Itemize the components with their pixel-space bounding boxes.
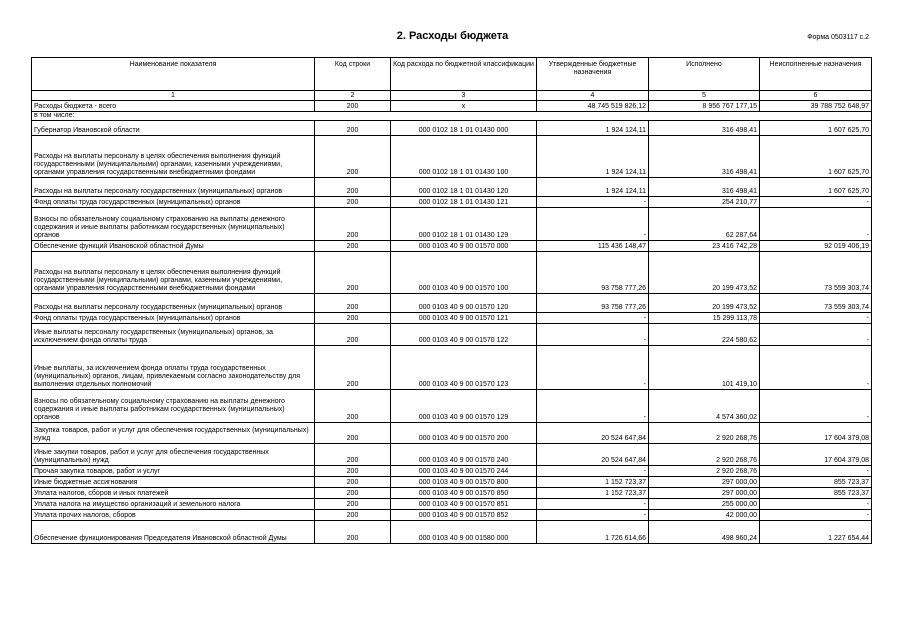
row-unexecuted: 855 723,37 (760, 488, 872, 499)
row-executed: 4 574 360,02 (649, 390, 760, 423)
row-executed: 20 199 473,52 (649, 294, 760, 313)
row-executed: 254 210,77 (649, 197, 760, 208)
row-executed: 23 416 742,28 (649, 241, 760, 252)
row-approved: - (537, 466, 649, 477)
row-kbk: 000 0102 18 1 01 01430 100 (391, 136, 537, 178)
row-code: 200 (315, 136, 391, 178)
row-code: 200 (315, 178, 391, 197)
row-executed: 8 956 767 177,15 (649, 101, 760, 112)
column-header: Неисполненные назначения (760, 58, 872, 91)
row-unexecuted: - (760, 346, 872, 390)
row-unexecuted: 73 559 303,74 (760, 252, 872, 294)
row-kbk: 000 0103 40 9 00 01570 000 (391, 241, 537, 252)
row-code: 200 (315, 466, 391, 477)
row-approved: 20 524 647,84 (537, 444, 649, 466)
column-number: 1 (32, 91, 315, 101)
table-row (32, 488, 872, 499)
empty-cell (760, 112, 872, 121)
table-row (32, 499, 872, 510)
table-row (32, 324, 872, 346)
form-number: Форма 0503117 с.2 (807, 34, 869, 41)
row-executed: 2 920 268,76 (649, 466, 760, 477)
row-unexecuted: - (760, 313, 872, 324)
row-name: Иные закупки товаров, работ и услуг для обеспечения государственных (муниципальных) нужд (32, 444, 315, 466)
table-row (32, 178, 872, 197)
row-executed: 2 920 268,76 (649, 423, 760, 444)
row-approved: 1 152 723,37 (537, 477, 649, 488)
subheader-label: в том числе: (32, 112, 315, 121)
table-row (32, 136, 872, 178)
row-kbk: 000 0103 40 9 00 01580 000 (391, 521, 537, 544)
table-row (32, 294, 872, 313)
table-row (32, 346, 872, 390)
row-name: Уплата прочих налогов, сборов (32, 510, 315, 521)
row-kbk: 000 0103 40 9 00 01570 122 (391, 324, 537, 346)
column-number: 2 (315, 91, 391, 101)
row-name: Расходы на выплаты персоналу государственных (муниципальных) органов (32, 294, 315, 313)
row-executed: 498 960,24 (649, 521, 760, 544)
row-name: Взносы по обязательному социальному страхованию на выплаты денежного содержания и иные выплаты работникам государственных (муниципальных) органов (32, 208, 315, 241)
row-name: Обеспечение функций Ивановской областной Думы (32, 241, 315, 252)
row-name: Расходы на выплаты персоналу государственных (муниципальных) органов (32, 178, 315, 197)
row-unexecuted: 39 788 752 648,97 (760, 101, 872, 112)
row-name: Расходы на выплаты персоналу в целях обеспечения выполнения функций государственными (муниципальными) органами, казенными учреждениями, органами управления государственными внебюджетными фондами (32, 136, 315, 178)
row-name: Губернатор Ивановской области (32, 121, 315, 136)
row-name: Иные бюджетные ассигнования (32, 477, 315, 488)
row-approved: - (537, 499, 649, 510)
row-kbk: 000 0102 18 1 01 01430 129 (391, 208, 537, 241)
row-kbk: 000 0103 40 9 00 01570 800 (391, 477, 537, 488)
row-executed: 2 920 268,76 (649, 444, 760, 466)
row-executed: 62 287,64 (649, 208, 760, 241)
row-executed: 297 000,00 (649, 477, 760, 488)
column-number: 5 (649, 91, 760, 101)
row-kbk: 000 0103 40 9 00 01570 240 (391, 444, 537, 466)
row-approved: - (537, 346, 649, 390)
row-executed: 316 498,41 (649, 136, 760, 178)
row-code: 200 (315, 121, 391, 136)
empty-cell (391, 112, 537, 121)
row-kbk: x (391, 101, 537, 112)
row-name: Прочая закупка товаров, работ и услуг (32, 466, 315, 477)
row-executed: 316 498,41 (649, 178, 760, 197)
table-row (32, 423, 872, 444)
row-code: 200 (315, 488, 391, 499)
column-header: Исполнено (649, 58, 760, 91)
row-kbk: 000 0103 40 9 00 01570 850 (391, 488, 537, 499)
table-row (32, 121, 872, 136)
row-approved: - (537, 390, 649, 423)
row-code: 200 (315, 390, 391, 423)
row-unexecuted: 855 723,37 (760, 477, 872, 488)
row-name: Взносы по обязательному социальному страхованию на выплаты денежного содержания и иные выплаты работникам государственных (муниципальных) органов (32, 390, 315, 423)
empty-cell (537, 112, 649, 121)
total-row (32, 101, 872, 112)
row-approved: 1 924 124,11 (537, 121, 649, 136)
row-executed: 20 199 473,52 (649, 252, 760, 294)
row-kbk: 000 0102 18 1 01 01430 000 (391, 121, 537, 136)
row-code: 200 (315, 313, 391, 324)
row-approved: 1 152 723,37 (537, 488, 649, 499)
table-row (32, 510, 872, 521)
row-name: Уплата налогов, сборов и иных платежей (32, 488, 315, 499)
row-name: Закупка товаров, работ и услуг для обеспечения государственных (муниципальных) нужд (32, 423, 315, 444)
row-kbk: 000 0103 40 9 00 01570 244 (391, 466, 537, 477)
row-unexecuted: 1 607 625,70 (760, 136, 872, 178)
column-header: Наименование показателя (32, 58, 315, 91)
row-name: Уплата налога на имущество организаций и земельного налога (32, 499, 315, 510)
row-code: 200 (315, 510, 391, 521)
table-row (32, 197, 872, 208)
row-approved: 20 524 647,84 (537, 423, 649, 444)
row-approved: 93 758 777,26 (537, 252, 649, 294)
row-code: 200 (315, 197, 391, 208)
column-number: 4 (537, 91, 649, 101)
row-kbk: 000 0103 40 9 00 01570 123 (391, 346, 537, 390)
row-executed: 15 299 113,78 (649, 313, 760, 324)
row-code: 200 (315, 499, 391, 510)
row-executed: 101 419,10 (649, 346, 760, 390)
table-header-row (32, 58, 872, 91)
table-row (32, 208, 872, 241)
row-approved: - (537, 324, 649, 346)
row-executed: 42 000,00 (649, 510, 760, 521)
table-row (32, 241, 872, 252)
row-code: 200 (315, 477, 391, 488)
row-unexecuted: 73 559 303,74 (760, 294, 872, 313)
row-code: 200 (315, 521, 391, 544)
row-unexecuted: 1 227 654,44 (760, 521, 872, 544)
empty-cell (315, 112, 391, 121)
row-executed: 255 000,00 (649, 499, 760, 510)
row-unexecuted: 92 019 406,19 (760, 241, 872, 252)
row-code: 200 (315, 346, 391, 390)
column-number: 3 (391, 91, 537, 101)
row-unexecuted: - (760, 390, 872, 423)
table-row (32, 313, 872, 324)
row-code: 200 (315, 101, 391, 112)
row-approved: 93 758 777,26 (537, 294, 649, 313)
row-kbk: 000 0103 40 9 00 01570 121 (391, 313, 537, 324)
row-name: Фонд оплаты труда государственных (муниципальных) органов (32, 197, 315, 208)
row-executed: 316 498,41 (649, 121, 760, 136)
row-name: Иные выплаты персоналу государственных (муниципальных) органов, за исключением фонда оплаты труда (32, 324, 315, 346)
table-row (32, 252, 872, 294)
row-approved: - (537, 313, 649, 324)
row-code: 200 (315, 241, 391, 252)
row-unexecuted: - (760, 510, 872, 521)
row-unexecuted: 1 607 625,70 (760, 121, 872, 136)
table-row (32, 521, 872, 544)
row-executed: 297 000,00 (649, 488, 760, 499)
table-row (32, 477, 872, 488)
row-code: 200 (315, 208, 391, 241)
row-kbk: 000 0102 18 1 01 01430 120 (391, 178, 537, 197)
row-code: 200 (315, 324, 391, 346)
row-approved: 1 726 614,66 (537, 521, 649, 544)
row-approved: 115 436 148,47 (537, 241, 649, 252)
row-unexecuted: - (760, 499, 872, 510)
row-approved: - (537, 510, 649, 521)
row-code: 200 (315, 444, 391, 466)
row-unexecuted: - (760, 324, 872, 346)
table-row (32, 390, 872, 423)
row-kbk: 000 0102 18 1 01 01430 121 (391, 197, 537, 208)
row-kbk: 000 0103 40 9 00 01570 200 (391, 423, 537, 444)
row-name: Расходы бюджета - всего (32, 101, 315, 112)
row-unexecuted: - (760, 466, 872, 477)
report-title: 2. Расходы бюджета (396, 30, 509, 42)
row-unexecuted: 17 604 379,08 (760, 444, 872, 466)
column-header: Код строки (315, 58, 391, 91)
subheader-row (32, 112, 872, 121)
column-number-row (32, 91, 872, 101)
row-approved: 1 924 124,11 (537, 178, 649, 197)
row-code: 200 (315, 252, 391, 294)
column-number: 6 (760, 91, 872, 101)
table-row (32, 444, 872, 466)
row-name: Обеспечение функционирования Председателя Ивановской областной Думы (32, 521, 315, 544)
row-unexecuted: - (760, 197, 872, 208)
row-kbk: 000 0103 40 9 00 01570 851 (391, 499, 537, 510)
row-unexecuted: 17 604 379,08 (760, 423, 872, 444)
row-kbk: 000 0103 40 9 00 01570 120 (391, 294, 537, 313)
row-code: 200 (315, 294, 391, 313)
row-approved: 48 745 519 826,12 (537, 101, 649, 112)
row-unexecuted: - (760, 208, 872, 241)
row-kbk: 000 0103 40 9 00 01570 100 (391, 252, 537, 294)
expenditure-table (31, 57, 872, 544)
row-unexecuted: 1 607 625,70 (760, 178, 872, 197)
row-approved: - (537, 208, 649, 241)
row-name: Иные выплаты, за исключением фонда оплаты труда государственных (муниципальных) органов, лицам, привлекаемым согласно законодательству для выполнения отдельных полномочий (32, 346, 315, 390)
row-kbk: 000 0103 40 9 00 01570 852 (391, 510, 537, 521)
column-header: Утвержденные бюджетные назначения (537, 58, 649, 91)
row-kbk: 000 0103 40 9 00 01570 129 (391, 390, 537, 423)
table-row (32, 466, 872, 477)
column-header: Код расхода по бюджетной классификации (391, 58, 537, 91)
row-approved: - (537, 197, 649, 208)
row-name: Фонд оплаты труда государственных (муниципальных) органов (32, 313, 315, 324)
row-executed: 224 580,62 (649, 324, 760, 346)
row-approved: 1 924 124,11 (537, 136, 649, 178)
empty-cell (649, 112, 760, 121)
row-name: Расходы на выплаты персоналу в целях обеспечения выполнения функций государственными (муниципальными) органами, казенными учреждениями, органами управления государственными внебюджетными фондами (32, 252, 315, 294)
row-code: 200 (315, 423, 391, 444)
